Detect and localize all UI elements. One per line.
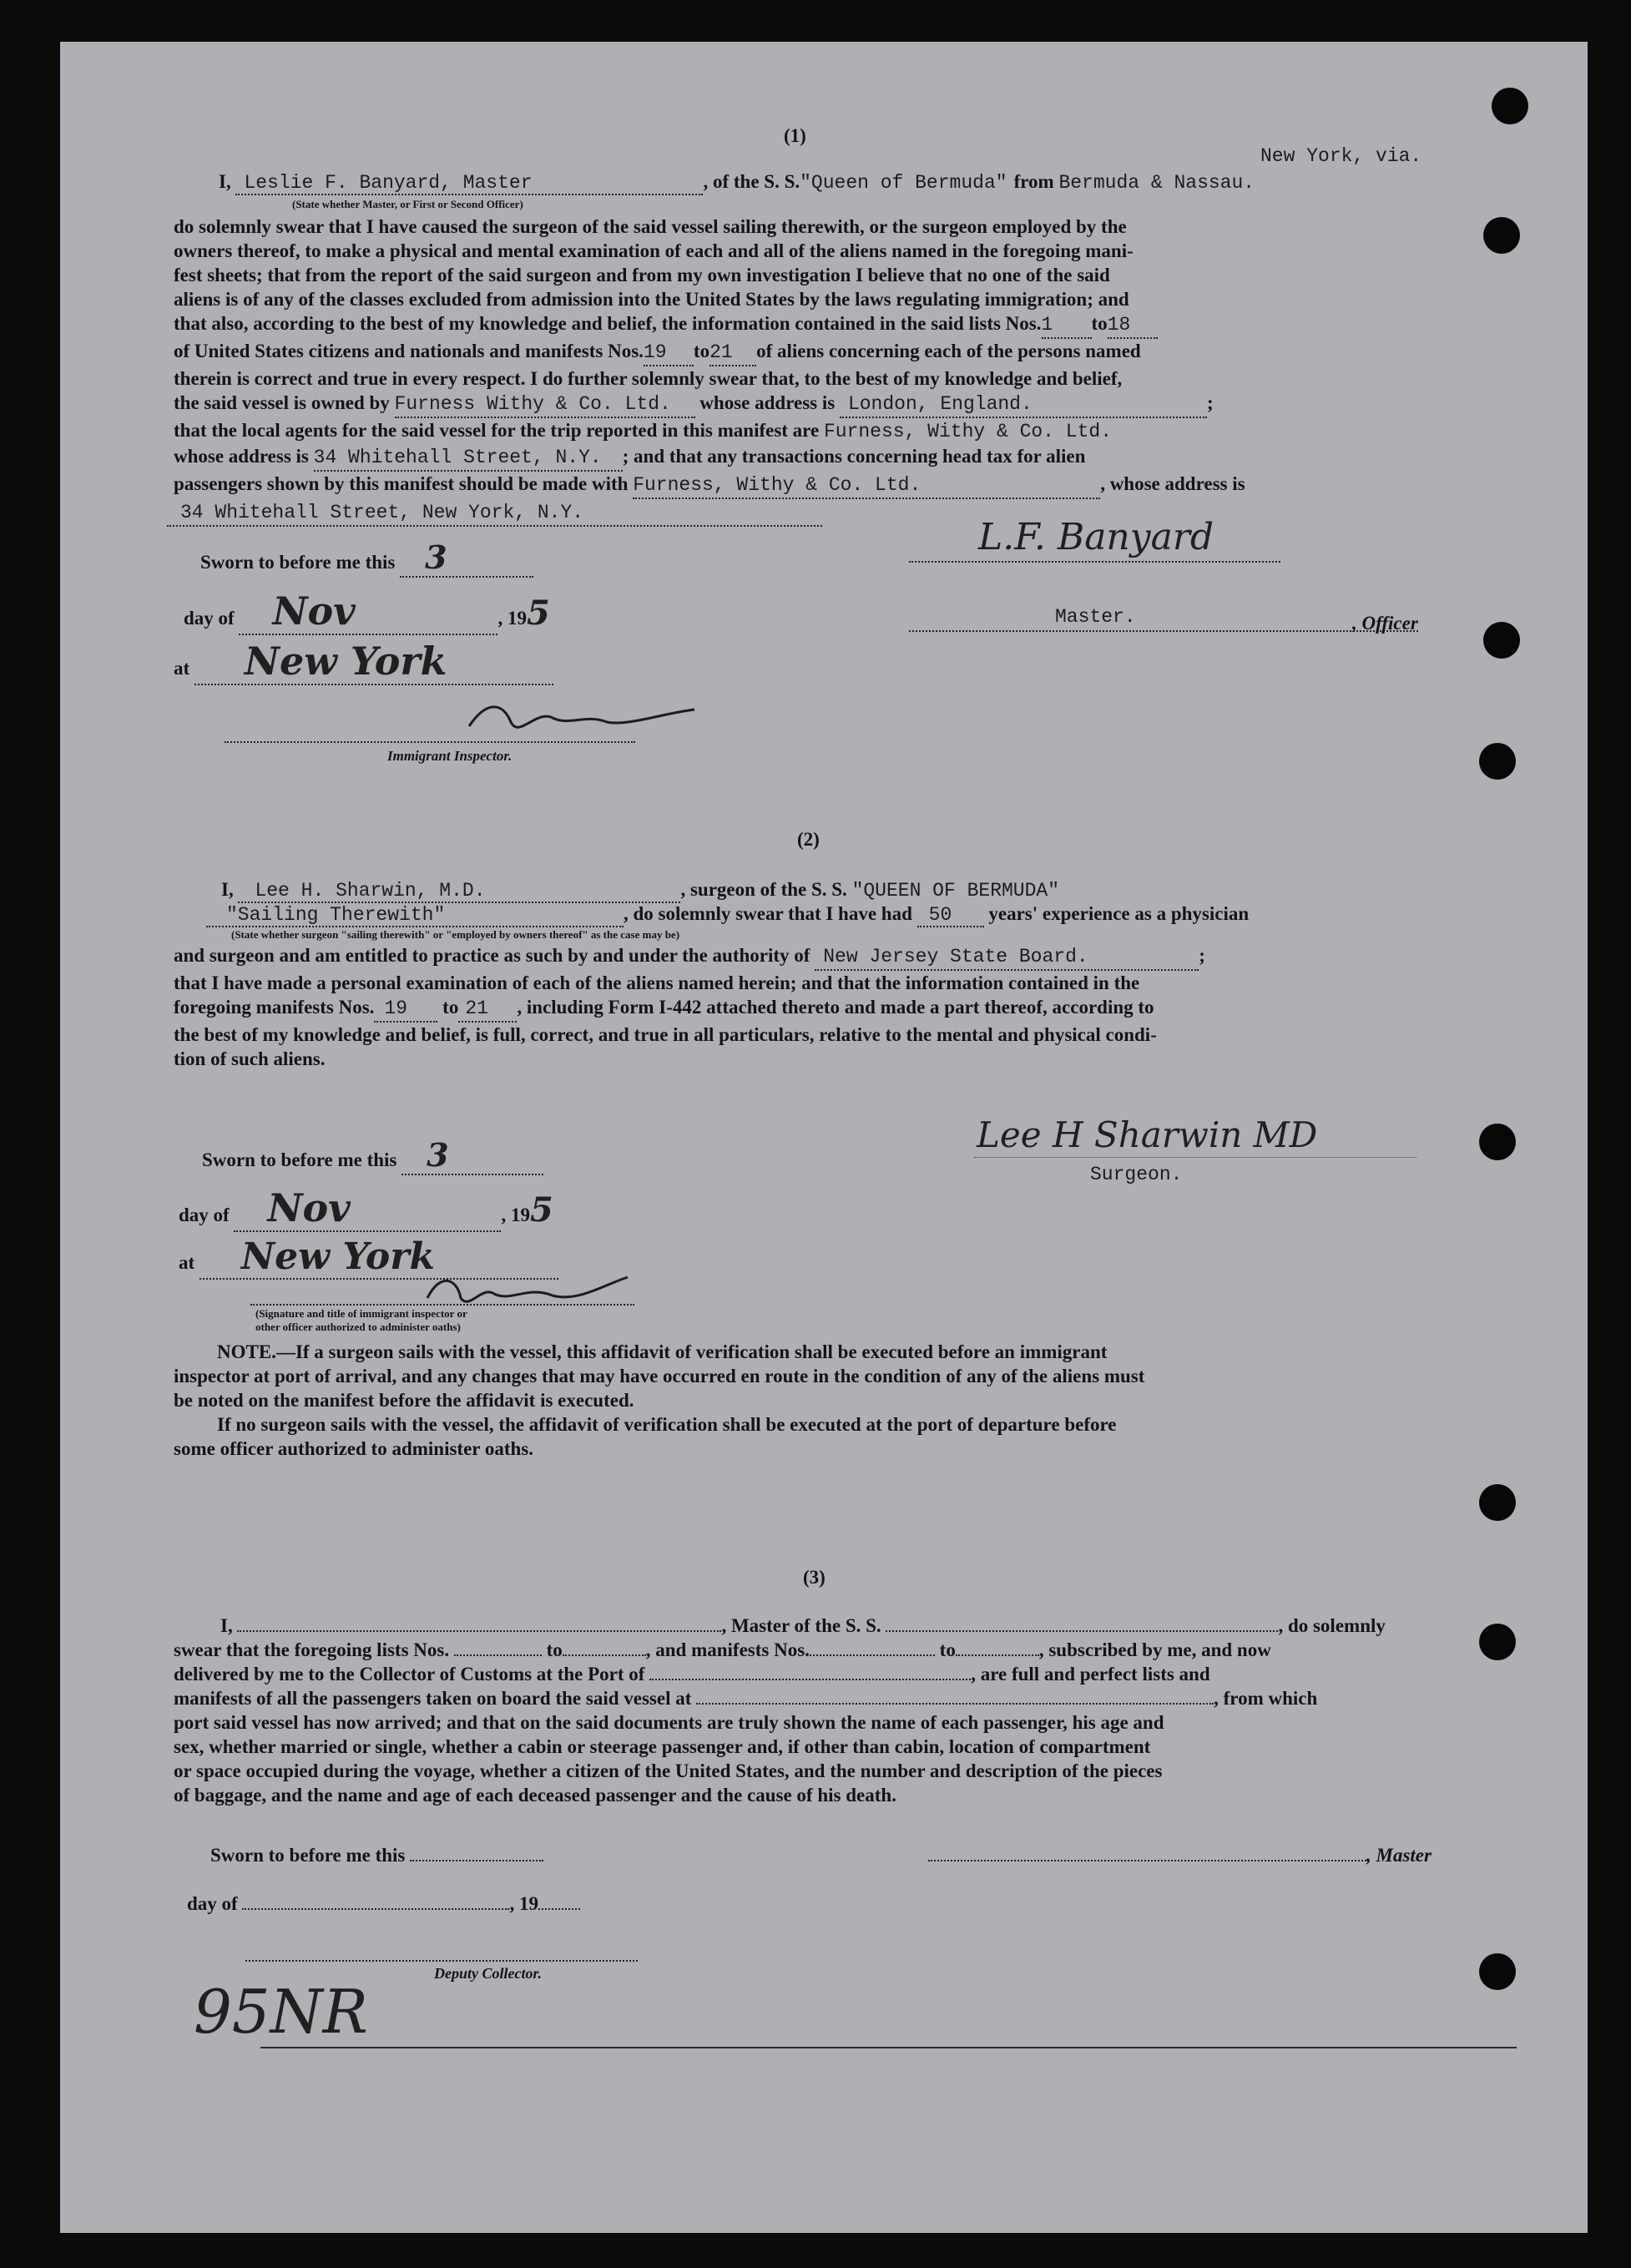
punch-hole: [1479, 1124, 1516, 1160]
section3-number: (3): [803, 1567, 826, 1588]
master-title: Master.: [1055, 606, 1136, 628]
master-name-field: Leslie F. Banyard, Master: [235, 171, 703, 195]
s2-inspector-note1: (Signature and title of immigrant inspector or: [255, 1307, 467, 1320]
s1-sworn-line: Sworn to before me this 3: [200, 538, 533, 578]
ship-name: "Queen of Bermuda": [800, 172, 1007, 194]
local-agents: Furness, Withy & Co. Ltd.: [823, 421, 1112, 442]
s3-collector-label: Deputy Collector.: [434, 1965, 542, 1982]
master-title-line: [909, 630, 1418, 632]
lists-to: 18: [1107, 314, 1131, 336]
surgeon-name: Lee H. Sharwin, M.D.: [255, 880, 486, 902]
manifests-from: 19: [643, 341, 667, 363]
s3-day-of-line: day of , 19: [187, 1893, 580, 1915]
s1-day-of-line: day of Nov , 195: [184, 588, 550, 634]
s3-collector-line: [245, 1960, 638, 1962]
s2-ship-name: "QUEEN OF BERMUDA": [851, 880, 1060, 902]
s1-inspector-line: [225, 741, 635, 743]
bottom-rule: [260, 2047, 1517, 2048]
s2-sworn-month: Nov: [267, 1185, 351, 1230]
surgeon-status: "Sailing Therewith": [226, 904, 446, 926]
section1-paragraph: do solemnly swear that I have caused the surgeon of the said vessel sailing therewith, or the surgeon employed by the owners thereof, to make a physical and mental examination of each and all of the aliens named in the foregoing mani- fest sheets; that from the report of the said surgeon and from my own investigation I believe that no one of the said aliens is of any of the classes excluded from admission into the United States by the laws regulating immigration; and that also, according to the best of my knowledge and belief, the information contained in the said lists Nos.1 to18 of United States citizens and nationals and manifests Nos.19 to21 of aliens concerning each of the persons named therein is correct and true in every respect. I do further solemnly swear that, to the best of my knowledge and belief, the said vessel is owned by Furness Withy & Co. Ltd. whose address is London, England. ; that the local agents for the said vessel for the trip reported in this manifest are Furness, Withy & Co. Ltd. whose address is 34 Whitehall Street, N.Y. ; and that any transactions concerning head tax for alien passengers shown by this manifest should be made with Furness, Withy & Co. Ltd. , whose address is 34 Whitehall Street, New York, N.Y.: [174, 215, 1245, 527]
handwritten-code: 95NR: [194, 1977, 368, 2047]
punch-hole: [1479, 1953, 1516, 1990]
section2-paragraph: and surgeon and am entitled to practice as such by and under the authority of New Jersey State Board. ; that I have made a personal examination of each of the aliens named herein; and that the information contained in the foregoing manifests Nos. 19 to 21 , including Form I-442 attached thereto and made a part thereof, according to the best of my knowledge and belief, is full, correct, and true in all particulars, relative to the mental and physical condi- tion of such aliens.: [174, 945, 1205, 1069]
s1-inspector-signature: [461, 693, 711, 743]
oath-line1: I, Leslie F. Banyard, Master , of the S. S."Queen of Bermuda" from Bermuda & Nassau.: [219, 171, 1255, 194]
head-tax-address: 34 Whitehall Street, New York, N.Y.: [180, 502, 584, 523]
officer-label: , Officer: [1352, 613, 1418, 634]
departure-ports: Bermuda & Nassau.: [1058, 172, 1255, 194]
punch-hole: [1479, 1484, 1516, 1521]
s2-inspector-note2: other officer authorized to administer oaths): [255, 1321, 461, 1333]
surgeon-signature: Lee H Sharwin MD: [977, 1114, 1318, 1155]
section2-note: NOTE.—If a surgeon sails with the vessel, this affidavit of verification shall be executed before an immigrant inspector at port of arrival, and any changes that may have occurred en route in the condition of any of the aliens must be noted on the manifest before the affidavit is executed. If no surgeon sails with the vessel, the affidavit of verification shall be executed at the port of departure before some officer authorized to administer oaths.: [174, 1341, 1145, 1459]
s3-master-line: , Master: [928, 1845, 1432, 1866]
s2-manifests-from: 19: [384, 998, 408, 1019]
s2-line2: "Sailing Therewith" , do solemnly swear that I have had 50 years' experience as a physician: [206, 903, 1249, 927]
s2-at-line: at New York: [179, 1235, 558, 1280]
manifests-to: 21: [709, 341, 733, 363]
s2-sworn-day: 3: [427, 1136, 449, 1174]
punch-hole: [1492, 88, 1528, 124]
s2-line1: I, Lee H. Sharwin, M.D. , surgeon of the S. S. "QUEEN OF BERMUDA": [221, 879, 1060, 902]
punch-hole: [1483, 622, 1520, 659]
owner-address: London, England.: [847, 393, 1033, 415]
s1-sworn-place: New York: [244, 639, 447, 684]
s1-at-line: at New York: [174, 639, 553, 685]
s2-inspector-line: [250, 1304, 634, 1306]
master-signature-line: [909, 561, 1280, 563]
s1-sworn-month: Nov: [272, 588, 356, 634]
s2-day-of-line: day of Nov , 195: [179, 1185, 553, 1230]
status-note: (State whether surgeon "sailing therewith" or "employed by owners thereof" as the case may be): [231, 928, 680, 941]
years-experience: 50: [928, 904, 952, 926]
s2-sworn-place: New York: [240, 1235, 435, 1278]
s3-sworn-line: Sworn to before me this: [210, 1845, 543, 1866]
punch-hole: [1479, 743, 1516, 780]
vessel-owner: Furness Withy & Co. Ltd.: [394, 393, 671, 415]
section3-paragraph: I, , Master of the S. S. , do solemnly swear that the foregoing lists Nos. to , and manifests Nos. to , subscribed by me, and now delivered by me to the Collector of Customs at the Port of , are full and perfect lists and manifests of all the passengers taken on board the said vessel at , from which port said vessel has now arrived; and that on the said documents are truly shown the name of each passenger, his age and sex, whether married or single, whether a cabin or steerage passenger and, if other than cabin, location of compartment or space occupied during the voyage, whether a citizen of the United States, and the number and description of the pieces of baggage, and the name and age of each deceased passenger and the cause of his death.: [174, 1615, 1386, 1806]
rank-note: (State whether Master, or First or Second Officer): [292, 198, 523, 210]
head-tax-party: Furness, Withy & Co. Ltd.: [633, 474, 922, 496]
licensing-authority: New Jersey State Board.: [823, 946, 1088, 967]
s1-inspector-label: Immigrant Inspector.: [387, 748, 513, 764]
section1-number: (1): [784, 125, 806, 146]
document-page: [60, 42, 1588, 2233]
punch-hole: [1479, 1624, 1516, 1660]
section2-number: (2): [797, 829, 820, 850]
surgeon-title: Surgeon.: [1090, 1164, 1183, 1185]
s2-sworn-line: Sworn to before me this 3: [202, 1136, 543, 1175]
surgeon-signature-line: [974, 1157, 1416, 1158]
s2-manifests-to: 21: [465, 998, 488, 1019]
punch-hole: [1483, 217, 1520, 254]
agents-address: 34 Whitehall Street, N.Y.: [313, 447, 602, 468]
s1-sworn-day: 3: [425, 538, 447, 576]
destination-line1: New York, via.: [1260, 145, 1422, 167]
master-signature: L.F. Banyard: [978, 516, 1214, 558]
lists-from: 1: [1041, 314, 1053, 336]
